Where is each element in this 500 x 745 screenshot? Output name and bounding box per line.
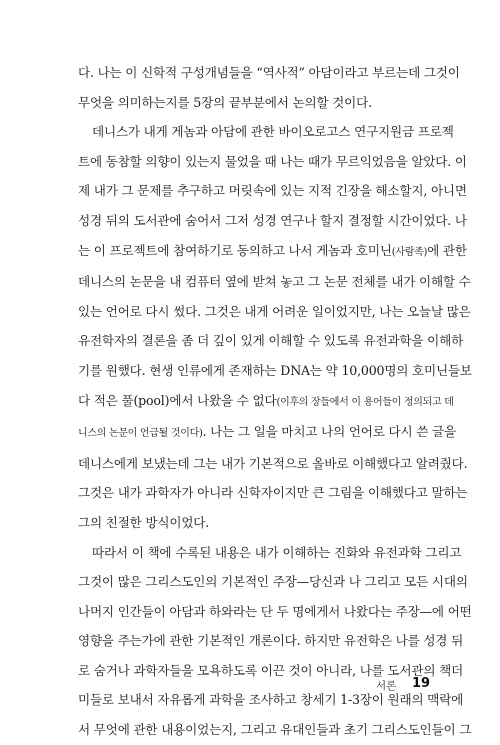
body-text bbox=[78, 58, 472, 745]
text-line: 트에 동참할 의향이 있는지 물었을 때 나는 때가 무르익었음을 알았다. 이 bbox=[78, 153, 467, 169]
text-line bbox=[78, 417, 456, 449]
text-line: 유전학자의 결론을 좀 더 깊이 있게 이해할 수 있도록 유전과학을 이해하 bbox=[78, 333, 464, 349]
text-line: 나머지 인간들이 아담과 하와라는 단 두 명에게서 나왔다는 주장—에 어떤 bbox=[78, 603, 472, 619]
section-label: 서론 bbox=[376, 680, 397, 692]
pool-note-continued: 니스의 논문이 언급될 것이다) bbox=[78, 428, 203, 440]
text-line: 무엇을 의미하는지를 5장의 끝부분에서 논의할 것이다. bbox=[78, 94, 372, 110]
text-segment: 는 이 프로젝트에 참여하기로 동의하고 나서 게놈과 호미닌 bbox=[78, 242, 392, 258]
text-line: 그의 친절한 방식이었다. bbox=[78, 514, 210, 530]
text-line: 기를 원했다. 현생 인류에게 존재하는 DNA는 약 10,000명의 호미닌들보 bbox=[78, 362, 472, 378]
text-line: 데니스의 논문을 내 컴퓨터 옆에 받쳐 놓고 그 논문 전체를 내가 이해할 수 bbox=[78, 274, 471, 290]
text-segment: . 나는 그 일을 마치고 나의 언어로 다시 쓴 글을 bbox=[202, 424, 456, 440]
page-footer bbox=[330, 676, 440, 696]
text-line: 로 숨거나 과학자들을 모욕하도록 이끈 것이 아니라, 나를 도서관의 책더 bbox=[78, 662, 464, 678]
text-line: 그것은 내가 과학자가 아니라 신학자이지만 큰 그림을 이해했다고 말하는 bbox=[78, 485, 468, 501]
text-line: 성경 뒤의 도서관에 숨어서 그저 성경 연구나 할지 결정할 시간이었다. 나 bbox=[78, 212, 467, 228]
text-line: 서 무엇에 관한 내용이었는지, 그리고 유대인들과 초기 그리스도인들이 그 bbox=[78, 722, 472, 738]
hominin-note: (사람족) bbox=[391, 246, 428, 258]
text-line: 데니스가 내게 게놈과 아담에 관한 바이오로고스 연구지원금 프로젝 bbox=[92, 124, 454, 140]
text-line: 영향을 주는가에 관한 기본적인 개론이다. 하지만 유전학은 나를 성경 뒤 bbox=[78, 633, 464, 649]
text-segment: 다 적은 풀(pool)에서 나왔을 수 없다 bbox=[78, 392, 277, 408]
pool-note: (이후의 장들에서 이 용어들이 정의되고 데 bbox=[276, 396, 454, 408]
text-line: 제 내가 그 문제를 추구하고 머릿속에 있는 지적 긴장을 해소할지, 아니면 bbox=[78, 183, 467, 199]
text-line: 있는 언어로 다시 썼다. 그것은 내게 어려운 일이었지만, 나는 오늘날 많은 bbox=[78, 303, 471, 319]
text-line: 다. 나는 이 신학적 구성개념들을 “역사적” 아담이라고 부르는데 그것이 bbox=[78, 65, 460, 80]
text-segment: 에 관한 bbox=[427, 242, 467, 258]
page-number: 19 bbox=[412, 676, 431, 691]
text-line bbox=[78, 386, 454, 418]
text-line bbox=[78, 236, 467, 268]
text-line: 미들로 보내서 자유롭게 과학을 조사하고 창세기 1-3장이 원래의 맥락에 bbox=[78, 692, 464, 708]
text-line: 따라서 이 책에 수록된 내용은 내가 이해하는 진화와 유전과학 그리고 bbox=[92, 544, 462, 560]
text-line: 데니스에게 보냈는데 그는 내가 기본적으로 올바로 이해했다고 알려줬다. bbox=[78, 455, 468, 471]
text-line: 그것이 많은 그리스도인의 기본적인 주장—당신과 나 그리고 모든 시대의 bbox=[78, 574, 468, 590]
